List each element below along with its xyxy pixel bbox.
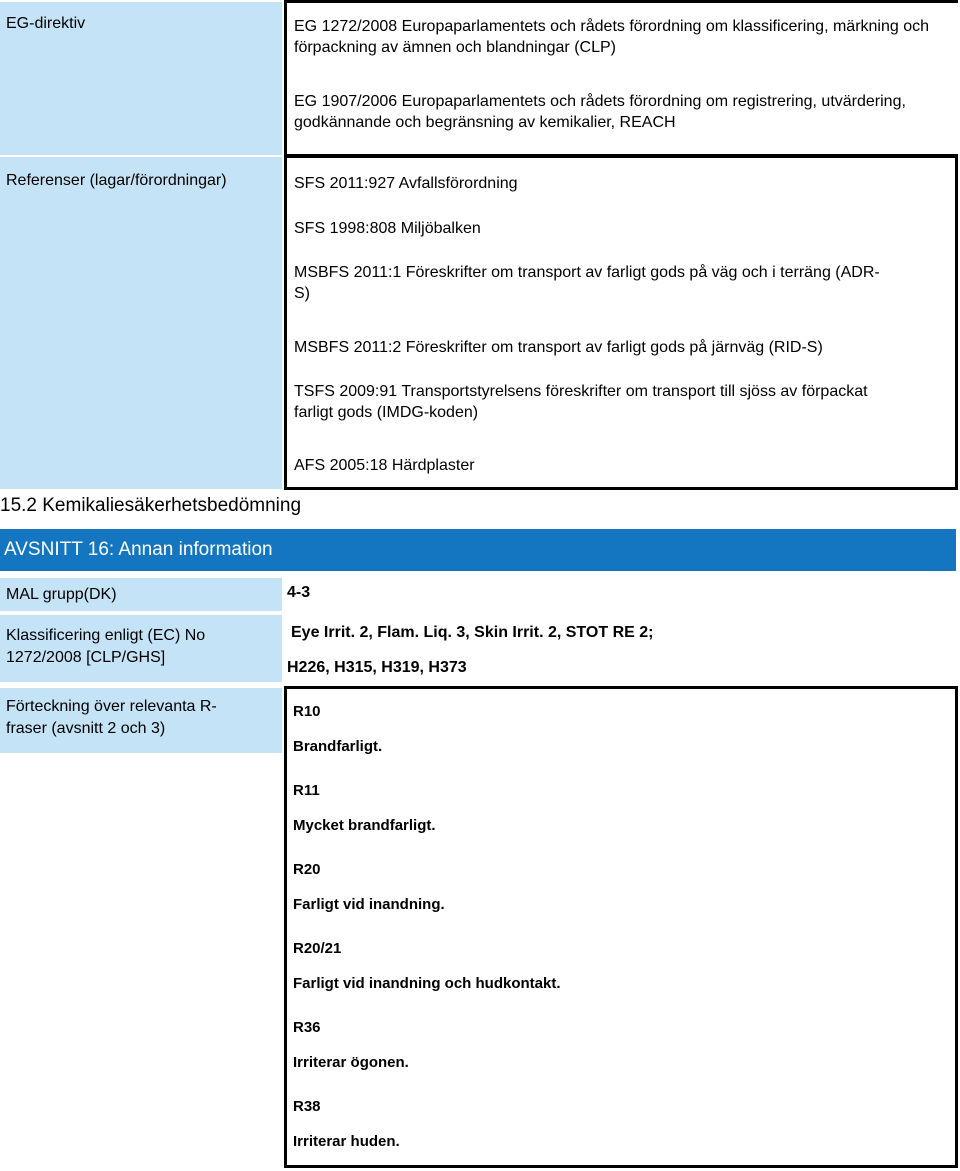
eg-directive-item: EG 1907/2006 Europaparlamentets och rådets förordning om registrering, utvärdering, godkännande och begränsning av kemikalier, REACH (294, 93, 906, 131)
classification-label-cell (0, 615, 282, 682)
r-phrases-box (284, 686, 958, 1168)
r-phrase-code: R38 (293, 1098, 321, 1115)
reference-item: SFS 2011:927 Avfallsförordning (294, 175, 518, 192)
classification-label: Klassificering enligt (EC) No 1272/2008 [CLP/GHS] (6, 627, 206, 666)
r-phrases-label-cell (0, 688, 282, 753)
r-phrase-text: Irriterar ögonen. (293, 1054, 409, 1071)
references-box (284, 155, 958, 490)
r-phrases-label: Förteckning över relevanta R-fraser (avsnitt 2 och 3) (6, 698, 217, 737)
r-phrase-code: R20 (293, 861, 321, 878)
r-phrase-text: Farligt vid inandning och hudkontakt. (293, 975, 561, 992)
eg-directive-item: EG 1272/2008 Europaparlamentets och rådets förordning om klassificering, märkning och förpackning av ämnen och blandningar (CLP) (294, 18, 930, 56)
reference-item: TSFS 2009:91 Transportstyrelsens föreskrifter om transport till sjöss av förpackat farligt gods (IMDG-koden) (294, 383, 868, 421)
r-phrase-code: R10 (293, 703, 321, 720)
mal-group-label: MAL grupp(DK) (6, 586, 117, 603)
reference-item: MSBFS 2011:1 Föreskrifter om transport av farligt gods på väg och i terräng (ADR-S) (294, 264, 880, 302)
r-phrase-text: Mycket brandfarligt. (293, 817, 436, 834)
r-phrase-text: Farligt vid inandning. (293, 896, 445, 913)
mal-group-value: 4-3 (287, 584, 311, 601)
reference-item: MSBFS 2011:2 Föreskrifter om transport av farligt gods på järnväg (RID-S) (294, 339, 823, 356)
r-phrase-code: R11 (293, 782, 320, 799)
section-16-banner (0, 529, 956, 571)
classification-line-2: H226, H315, H319, H373 (287, 659, 467, 676)
references-label-cell (0, 157, 282, 489)
section-16-title: AVSNITT 16: Annan information (4, 539, 273, 560)
eg-directive-label-cell (0, 2, 282, 155)
eg-directive-label: EG-direktiv (6, 15, 86, 32)
r-phrase-code: R20/21 (293, 940, 342, 957)
r-phrase-text: Brandfarligt. (293, 738, 383, 755)
section-15-2-heading: 15.2 Kemikaliesäkerhetsbedömning (0, 495, 302, 516)
r-phrase-text: Irriterar huden. (293, 1133, 400, 1150)
r-phrase-code: R36 (293, 1019, 321, 1036)
classification-line-1: Eye Irrit. 2, Flam. Liq. 3, Skin Irrit. 2, STOT RE 2; (291, 624, 654, 641)
mal-group-label-cell (0, 578, 282, 611)
references-label: Referenser (lagar/förordningar) (6, 172, 227, 189)
reference-item: SFS 1998:808 Miljöbalken (294, 220, 481, 237)
reference-item: AFS 2005:18 Härdplaster (294, 457, 475, 474)
